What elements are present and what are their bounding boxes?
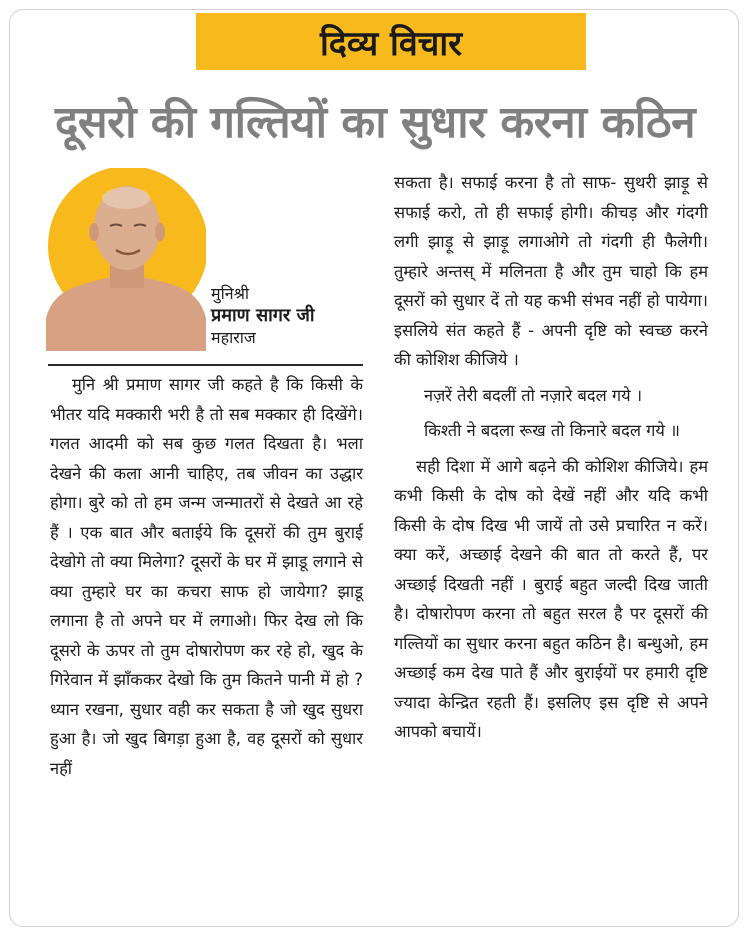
author-title: मुनिश्री <box>211 284 250 303</box>
verse-line: किश्ती ने बदला रूख तो किनारे बदल गये ॥ <box>424 421 680 440</box>
portrait-ear-left <box>89 223 99 241</box>
article-headline: दूसरो की गल्तियों का सुधार करना कठिन <box>54 97 696 148</box>
section-label: दिव्य विचार <box>319 23 463 64</box>
portrait-image <box>46 168 206 351</box>
article-paragraph: सकता है। सफाई करना है तो साफ- सुथरी झाड़ू से सफाई करो, तो ही सफाई होगी। कीचड़ और गंदगी लगी झाड़ू से झाड़ू लगाओगे तो गंदगी ही फैलेगी। तुम्हारे अन्तस् में मलिनता है और तुम चाहो कि हम दूसरों को सुधार दें तो यह कभी संभव नहीं हो पायेगा। इसलिये संत कहते हैं - अपनी दृष्टि को स्वच्छ करने की कोशिश कीजिये । <box>394 173 708 369</box>
author-block <box>211 283 371 349</box>
author-divider <box>48 364 363 366</box>
author-portrait <box>46 168 206 351</box>
article-column-right <box>394 168 708 747</box>
article-paragraph: सही दिशा में आगे बढ़ने की कोशिश कीजिये। हम कभी किसी के दोष को देखें नहीं और यदि कभी किसी के दोष दिख भी जायें तो उसे प्रचारित न करें। क्या करें, अच्छाई देखने की बात तो करते हैं, पर अच्छाई दिखती नहीं । बुराई बहुत जल्दी दिख जाती है। दोषारोपण करना तो बहुत सरल है पर दूसरों की गल्तियों का सुधार करना बहुत कठिन है। बन्धुओ, हम अच्छाई कम देख पाते हैं और बुराईयों पर हमारी दृष्टि ज्यादा केन्द्रित रहती हैं। इसलिए इस दृष्टि से अपने आपको बचायें। <box>394 456 708 741</box>
author-suffix: महाराज <box>211 328 256 347</box>
section-banner <box>196 13 586 70</box>
author-name: प्रमाण सागर जी <box>211 305 315 326</box>
verse-line: नज़रें तेरी बदलीं तो नज़ारे बदल गये । <box>424 385 643 405</box>
article-paragraph: मुनि श्री प्रमाण सागर जी कहते है कि किसी के भीतर यदि मक्कारी भरी है तो सब मक्कार ही दिखेंगे। गलत आदमी को सब कुछ गलत दिखता है। भला देखने की कला आनी चाहिए, तब जीवन का उद्धार होगा। बुरे को तो हम जन्म जन्मातरों से देखते आ रहे हैं । एक बात और बताईये कि दूसरों की तुम बुराई देखोगे तो क्या मिलेगा? दूसरों के घर में झाडू लगाने से क्या तुम्हारे घर का कचरा साफ हो जायेगा? झाडू लगाना है तो अपने घर में लगाओ। फिर देख लो कि दूसरो के ऊपर तो तुम दोषारोपण कर रहे हो, खुद के गिरेवान में झाँककर देखो कि तुम कितने पानी में हो ? ध्यान रखना, सुधार वही कर सकता है जो खुद सुधरा हुआ है। जो खुद बिगड़ा हुआ है, वह दूसरों को सुधार नहीं <box>50 375 363 778</box>
portrait-highlight <box>102 187 150 209</box>
article-column-left <box>50 370 363 783</box>
portrait-ear-right <box>155 223 165 241</box>
